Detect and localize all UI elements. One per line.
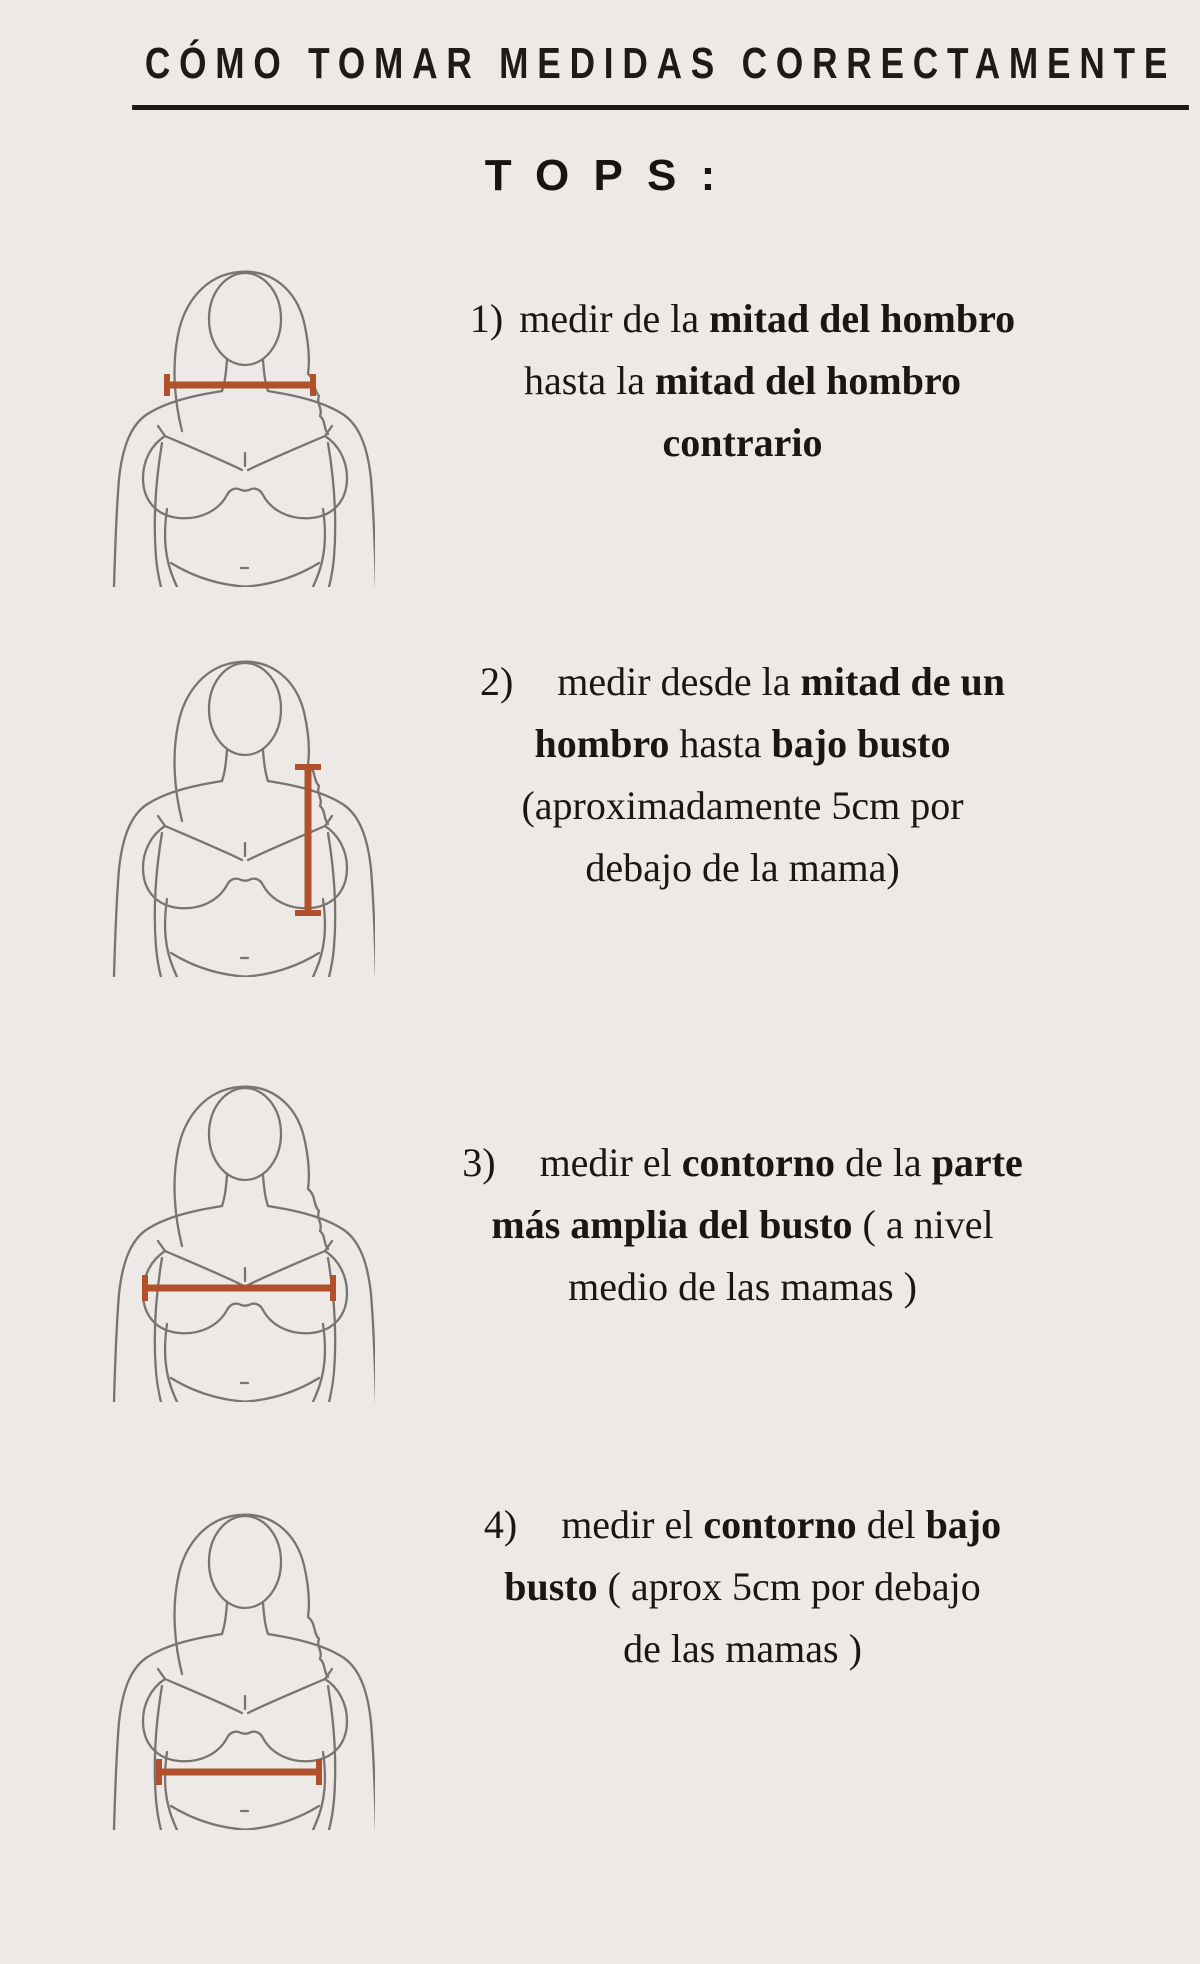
- step-row-2: [0, 637, 1200, 977]
- step-1-line-3: [380, 412, 1105, 474]
- step-4-line-1: [380, 1494, 1105, 1556]
- step-1-seg-bold: mitad del hombro: [709, 296, 1016, 341]
- step-1-text: [375, 247, 1200, 474]
- step-2-seg-bold: bajo busto: [771, 721, 951, 766]
- step-2-line-2: [380, 713, 1105, 775]
- step-3-text: [375, 1062, 1200, 1318]
- step-2-seg: hasta: [669, 721, 772, 766]
- step-row-1: [0, 247, 1200, 587]
- step-4-seg: de las mamas ): [623, 1626, 862, 1671]
- header: [0, 0, 1200, 110]
- torso-line-art: [114, 272, 376, 587]
- step-3-line-2: [380, 1194, 1105, 1256]
- step-4-seg: del: [856, 1502, 926, 1547]
- step-2-number: 2): [479, 659, 514, 704]
- step-1-seg-bold: mitad del hombro: [655, 358, 962, 403]
- step-3-seg: medir el: [539, 1140, 682, 1185]
- step-row-3: [0, 1062, 1200, 1402]
- step-4-seg: ( aprox 5cm por debajo: [597, 1564, 981, 1609]
- torso-line-art: [114, 1087, 376, 1402]
- step-3-seg-bold: contorno: [681, 1140, 836, 1185]
- step-2-line-4: [380, 837, 1105, 899]
- step-3-seg: medio de las mamas ): [568, 1264, 917, 1309]
- torso-illustration-underbust-measure: [75, 1490, 375, 1830]
- step-2-seg-bold: hombro: [534, 721, 670, 766]
- torso-line-art: [114, 662, 376, 977]
- torso-illustration-shoulder-measure: [75, 247, 375, 587]
- step-4-seg-bold: contorno: [703, 1502, 857, 1547]
- torso-illustration-bust-measure: [75, 1062, 375, 1402]
- step-2-line-3: [380, 775, 1105, 837]
- measurement-line-shoulder-to-underbust: [295, 767, 321, 913]
- measurement-line-bust-contour: [145, 1275, 333, 1301]
- step-2-seg: (aproximadamente 5cm por: [521, 783, 964, 828]
- step-1-line-2: [380, 350, 1105, 412]
- step-2-seg: debajo de la mama): [585, 845, 900, 890]
- torso-line-art: [114, 1515, 376, 1830]
- section-subtitle: TOPS:: [484, 151, 740, 200]
- step-row-4: [0, 1490, 1200, 1830]
- step-2-text: [375, 637, 1200, 899]
- step-1-seg: hasta la: [523, 358, 656, 403]
- step-3-seg-bold: más amplia del busto: [491, 1202, 853, 1247]
- measurement-line-shoulder-to-shoulder: [167, 374, 313, 396]
- step-1-line-1: [380, 288, 1105, 350]
- step-4-line-2: [380, 1556, 1105, 1618]
- step-3-seg: ( a nivel: [852, 1202, 994, 1247]
- step-1-seg-bold: contrario: [662, 420, 823, 465]
- step-1-number: 1): [469, 296, 504, 341]
- step-1-seg: medir de la: [519, 296, 710, 341]
- step-3-line-3: [380, 1256, 1105, 1318]
- page-title: CÓMO TOMAR MEDIDAS CORRECTAMENTE: [132, 38, 1189, 110]
- step-3-seg: de la: [835, 1140, 932, 1185]
- step-2-line-1: [380, 651, 1105, 713]
- step-4-line-3: [380, 1618, 1105, 1680]
- step-4-seg-bold: busto: [504, 1564, 598, 1609]
- step-2-seg: medir desde la: [557, 659, 801, 704]
- step-4-seg-bold: bajo: [925, 1502, 1002, 1547]
- torso-illustration-shoulder-to-underbust-measure: [75, 637, 375, 977]
- step-3-seg-bold: parte: [931, 1140, 1023, 1185]
- step-2-seg-bold: mitad de un: [800, 659, 1006, 704]
- step-3-line-1: [380, 1132, 1105, 1194]
- step-4-seg: medir el: [561, 1502, 704, 1547]
- measurement-line-underbust-contour: [159, 1759, 319, 1785]
- step-4-number: 4): [483, 1502, 518, 1547]
- step-3-number: 3): [462, 1140, 496, 1185]
- step-4-text: [375, 1490, 1200, 1680]
